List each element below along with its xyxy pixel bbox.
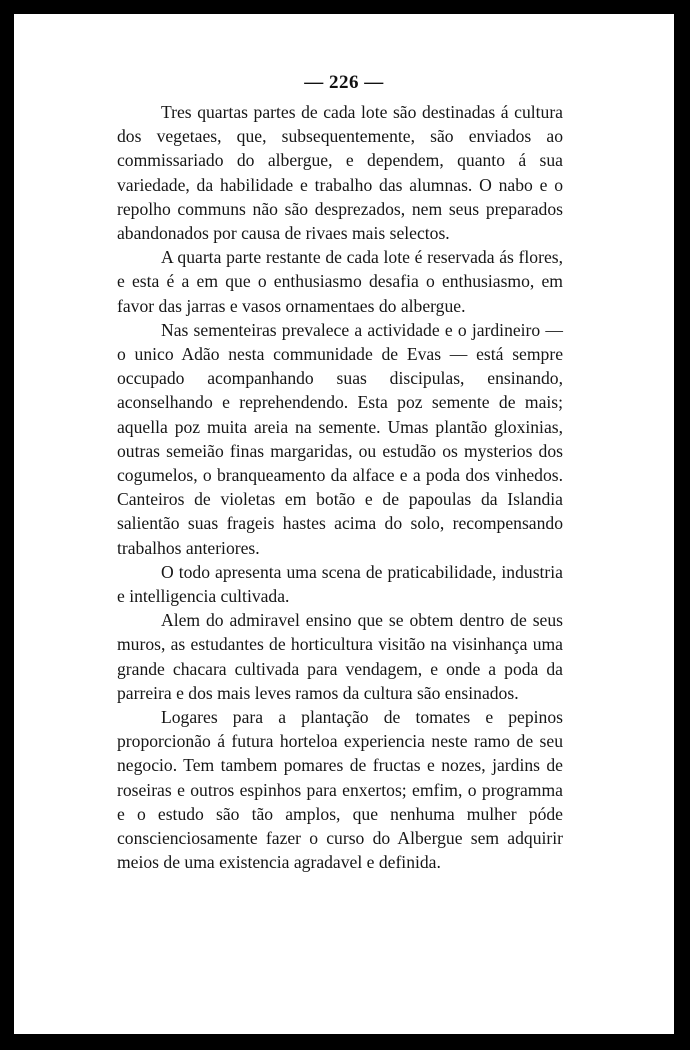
paragraph-nearby-farm: Alem do admiravel ensino que se obtem dentro de seus muros, as estudantes de horticultura visitão na visinhança uma grande chacara cultivada para vendagem, e onde a poda da parreira e dos mais leves ramos da cultura são ensinados. (117, 610, 563, 703)
paragraph-seedbeds: Nas sementeiras prevalece a actividade e o jardineiro — o unico Adão nesta communidade de Evas — está sempre occupado acompanhando suas discipulas, ensinando, aconselhando e reprehendendo. Esta poz semente de mais; aquella poz muita areia na semente. Umas plantão gloxinias, outras semeião finas margaridas, ou estudão os mysterios dos cogumelos, o branqueamento da alface e a poda dos vinhedos. Canteiros de violetas em botão e de papoulas da Islandia salientão suas frageis hastes acima do solo, recompensando trabalhos anteriores. (117, 319, 563, 558)
page-body-text (117, 100, 563, 875)
book-page (14, 14, 674, 1034)
paragraph-flower-plots: A quarta parte restante de cada lote é reservada ás flores, e esta é a em que o enthusiasmo desafia o enthusiasmo, em favor das jarras e vasos ornamentaes do albergue. (117, 247, 563, 316)
page-number: — 226 — (304, 72, 384, 93)
paragraph-tomatoes-orchards: Logares para a plantação de tomates e pepinos proporcionão á futura horteloa experiencia neste ramo de seu negocio. Tem tambem pomares de fructas e nozes, jardins de roseiras e outros espinhos para enxertos; emfim, o programma e o estudo são tão amplos, que nenhuma mulher póde conscienciosamente fazer o curso do Albergue sem adquirir meios de uma existencia agradavel e definida. (117, 707, 563, 873)
paragraph-overall-scene: O todo apresenta uma scena de praticabilidade, industria e intelligencia cultivada. (117, 561, 563, 607)
paragraph-vegetable-plots: Tres quartas partes de cada lote são destinadas á cultura dos vegetaes, que, subsequentemente, são enviados ao commissariado do albergue, e dependem, quanto á sua variedade, da habilidade e trabalho das alumnas. O nabo e o repolho communs não são desprezados, nem seus preparados abandonados por causa de rivaes mais selectos. (117, 102, 563, 244)
